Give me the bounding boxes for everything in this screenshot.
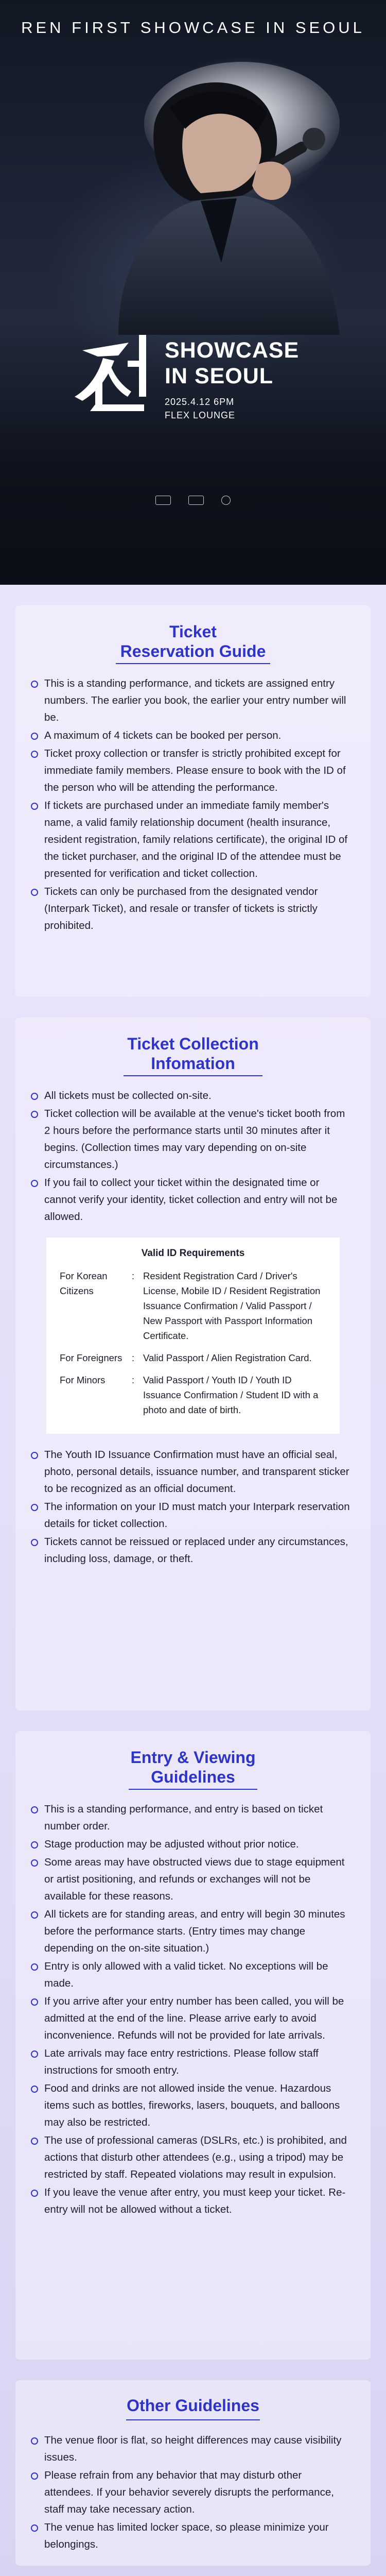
id-row-key: For Foreigners — [60, 1352, 122, 1363]
hero-banner — [0, 0, 386, 585]
showcase-venue: FLEX LOUNGE — [165, 410, 236, 420]
list-item: The information on your ID must match your Interpark reservation details for ticket collection. — [44, 1498, 351, 1532]
entry-title-line2: Guidelines — [151, 1768, 235, 1786]
sponsor-logo-3 — [221, 496, 231, 506]
collection-list — [15, 1087, 371, 1225]
list-item: This is a standing performance, and entry is based on ticket number order. — [44, 1801, 351, 1835]
collection-section — [15, 1018, 371, 1710]
list-item: The venue floor is flat, so height differences may cause visibility issues. — [44, 2432, 351, 2466]
list-item: Ticket proxy collection or transfer is strictly prohibited except for immediate family members. Please ensure to book with the ID of the person who will be attending the performance. — [44, 745, 351, 796]
collection-title-line1: Ticket Collection — [127, 1035, 259, 1053]
performer-photo — [0, 46, 386, 335]
list-item: Food and drinks are not allowed inside the venue. Hazardous items such as bottles, fireworks, lasers, bouquets, and balloons may also be restricted. — [44, 2080, 351, 2131]
list-item: Stage production may be adjusted without prior notice. — [44, 1836, 351, 1853]
list-item: Please refrain from any behavior that may disturb other attendees. If your behavior severely disrupts the performance, staff may take necessary action. — [44, 2467, 351, 2518]
collection-title-line2: Infomation — [151, 1054, 235, 1073]
id-requirements-title: Valid ID Requirements — [141, 1248, 245, 1259]
list-item: If tickets are purchased under an immediate family member's name, a valid family relationship document (health insurance, resident registration, family relations certificate), the original ID of the ticket purchaser, and the original ID of the attendee must be presented for verification and ticket collection. — [44, 797, 351, 882]
entry-section — [15, 1731, 371, 2360]
list-item: Late arrivals may face entry restrictions. Please follow staff instructions for smooth entry. — [44, 2045, 351, 2079]
list-item: Some areas may have obstructed views due to stage equipment or artist positioning, and refunds or exchanges will not be available for these reasons. — [44, 1854, 351, 1905]
id-row-korean: For Korean Citizens : Resident Registration Card / Driver's License, Mobile ID / Resident Registration Issuance Confirmation / Valid Passport / New Passport with Passport Information Certificate. — [60, 1268, 326, 1343]
list-item: The Youth ID Issuance Confirmation must have an official seal, photo, personal details, issuance number, and transparent sticker to be recognized as an official document. — [44, 1446, 351, 1497]
list-item: If you leave the venue after entry, you must keep your ticket. Re-entry will not be allowed without a ticket. — [44, 2184, 351, 2218]
reservation-section — [15, 605, 371, 997]
id-requirements-box — [46, 1238, 340, 1434]
reservation-list — [15, 675, 371, 934]
showcase-title-line2: IN SEOUL — [165, 364, 274, 388]
list-item: If you fail to collect your ticket within the designated time or cannot verify your identity, ticket collection and entry will not be allowed. — [44, 1174, 351, 1225]
list-item: If you arrive after your entry number has been called, you will be admitted at the end of the line. Please arrive early to avoid inconvenience. Refunds will not be provided for late arrivals. — [44, 1993, 351, 2044]
showcase-date: 2025.4.12 6PM — [165, 397, 235, 407]
list-item: All tickets are for standing areas, and entry will begin 30 minutes before the performance starts. (Entry times may change depending on the on-site situation.) — [44, 1906, 351, 1957]
other-title: Other Guidelines — [127, 2396, 259, 2415]
list-item: Ticket collection will be available at the venue's ticket booth from 2 hours before the performance starts until 30 minutes after it begins. (Collection times may vary depending on on-site circumstances.) — [44, 1105, 351, 1173]
reservation-title-line2: Reservation Guide — [120, 642, 266, 660]
showcase-top-title: REN FIRST SHOWCASE IN SEOUL — [21, 19, 365, 37]
id-row-key: For Korean Citizens — [60, 1270, 108, 1296]
id-row-value: Valid Passport / Youth ID / Youth ID Issuance Confirmation / Student ID with a photo and date of birth. — [143, 1375, 319, 1415]
entry-list — [15, 1801, 371, 2218]
list-item: The venue has limited locker space, so please minimize your belongings. — [44, 2519, 351, 2553]
title-divider — [126, 2419, 260, 2420]
title-divider — [116, 663, 270, 664]
id-row-value: Valid Passport / Alien Registration Card. — [143, 1352, 312, 1363]
sponsor-logo-2 — [188, 496, 204, 506]
list-item: This is a standing performance, and tickets are assigned entry numbers. The earlier you book, the earlier your entry number will be. — [44, 675, 351, 726]
sponsor-logo-1 — [155, 496, 171, 506]
list-item: Tickets can only be purchased from the designated vendor (Interpark Ticket), and resale or transfer of tickets is strictly prohibited. — [44, 883, 351, 934]
other-section — [15, 2380, 371, 2566]
id-row-foreigners: For Foreigners : Valid Passport / Alien Registration Card. — [60, 1350, 326, 1365]
list-item: Tickets cannot be reissued or replaced under any circumstances, including loss, damage, or theft. — [44, 1533, 351, 1567]
showcase-logo-block — [67, 319, 335, 428]
list-item: All tickets must be collected on-site. — [44, 1087, 351, 1104]
title-divider — [124, 1075, 262, 1076]
showcase-title-line1: SHOWCASE — [165, 338, 300, 363]
sponsor-logos — [0, 496, 386, 506]
collection-list-after — [15, 1446, 371, 1567]
list-item: Entry is only allowed with a valid ticket. No exceptions will be made. — [44, 1958, 351, 1992]
list-item: A maximum of 4 tickets can be booked per person. — [44, 727, 351, 744]
entry-title-line1: Entry & Viewing — [130, 1748, 256, 1767]
id-row-key: For Minors — [60, 1375, 106, 1385]
reservation-title-line1: Ticket — [169, 622, 217, 641]
id-row-value: Resident Registration Card / Driver's License, Mobile ID / Resident Registration Issuance Confirmation / Valid Passport / New Passport with Passport Information Certificate. — [143, 1270, 321, 1341]
list-item: The use of professional cameras (DSLRs, etc.) is prohibited, and actions that disturb other attendees (e.g., using a tripod) may be restricted by staff. Repeated violations may result in expulsion. — [44, 2132, 351, 2183]
title-divider — [129, 1789, 257, 1790]
ren-logo-icon — [67, 319, 170, 422]
id-row-minors: For Minors : Valid Passport / Youth ID / Youth ID Issuance Confirmation / Student ID with a photo and date of birth. — [60, 1372, 326, 1417]
other-list — [15, 2432, 371, 2553]
